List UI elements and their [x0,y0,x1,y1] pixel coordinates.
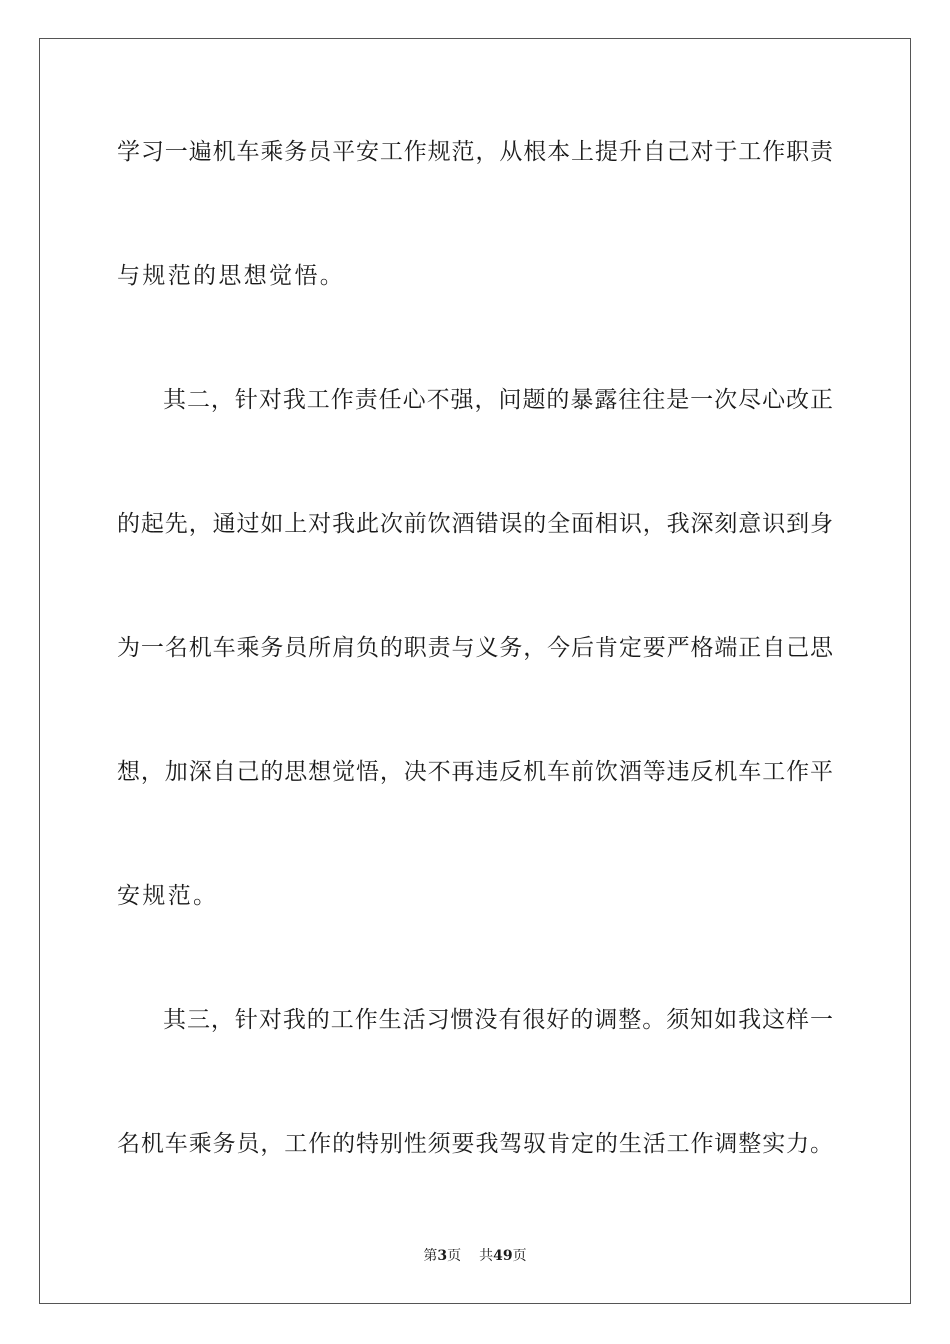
footer-page-number: 3 [437,1248,448,1264]
body-line-6: 想，加深自己的思想觉悟，决不再违反机车前饮酒等违反机车工作平 [117,759,833,785]
body-line-8: 其三，针对我的工作生活习惯没有很好的调整。须知如我这样一 [163,1007,833,1033]
body-line-4: 的起先，通过如上对我此次前饮酒错误的全面相识，我深刻意识到身 [117,511,833,537]
body-line-2: 与规范的思想觉悟。 [117,263,346,289]
body-line-9: 名机车乘务员，工作的特别性须要我驾驭肯定的生活工作调整实力。 [117,1131,833,1157]
footer-page-suffix: 页 [447,1248,462,1264]
footer-total-pages: 49 [493,1248,513,1264]
body-line-7: 安规范。 [117,883,219,909]
footer-total-suffix: 页 [512,1248,527,1264]
body-line-5: 为一名机车乘务员所肩负的职责与义务，今后肯定要严格端正自己思 [117,635,833,661]
page-footer [0,1247,950,1265]
body-line-3: 其二，针对我工作责任心不强，问题的暴露往往是一次尽心改正 [163,387,833,413]
footer-total-prefix: 共 [479,1248,494,1264]
page-border [39,38,911,1304]
body-line-1: 学习一遍机车乘务员平安工作规范，从根本上提升自己对于工作职责 [117,139,833,165]
footer-page-prefix: 第 [423,1248,438,1264]
